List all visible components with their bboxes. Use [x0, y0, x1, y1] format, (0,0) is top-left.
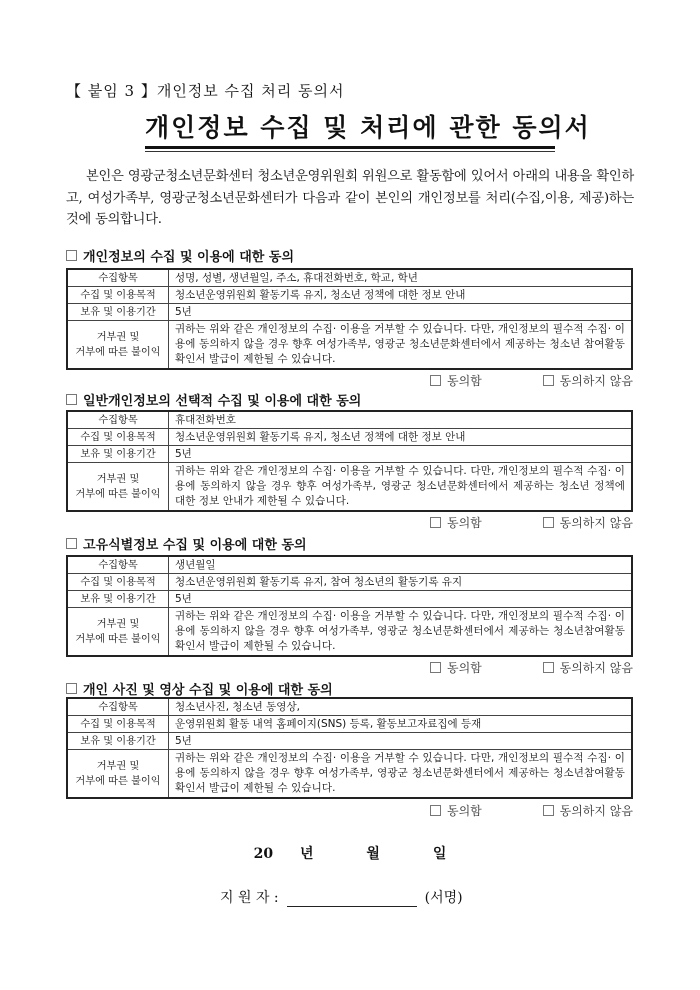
purpose-value: 청소년운영위원회 활동기록 유지, 청소년 정책에 대한 정보 안내: [169, 429, 633, 446]
section-4-heading: [66, 679, 333, 698]
agree-label: 동의함: [447, 374, 482, 388]
section-4-table: [66, 697, 633, 799]
row-label-refusal: [67, 463, 169, 512]
agree-checkbox[interactable]: [430, 517, 441, 528]
items-value: 휴대전화번호: [169, 411, 633, 429]
refusal-label-line1: 거부권 및: [96, 760, 140, 772]
agree-checkbox[interactable]: [430, 375, 441, 386]
table-row: [67, 411, 632, 429]
signature-line: [220, 887, 463, 907]
section-2-checkbox[interactable]: [66, 394, 77, 405]
section-2-heading: [66, 390, 361, 409]
refusal-value: 귀하는 위와 같은 개인정보의 수집· 이용을 거부할 수 있습니다. 다만, 개인정보의 필수적 수집· 이용에 동의하지 않을 경우 향후 여성가족부, 영광군 청소년문화센터에서 제공하는 청소년참여활동 확인서 발급이 제한될 수 있습니다.: [169, 608, 633, 657]
intro-paragraph: 본인은 영광군청소년문화센터 청소년운영위원회 위원으로 활동함에 있어서 아래의 내용을 확인하고, 여성가족부, 영광군청소년문화센터가 다음과 같이 본인의 개인정보를 처리(수집,이용, 제공)하는 것에 동의합니다.: [66, 169, 634, 227]
purpose-value: 청소년운영위원회 활동기록 유지, 참여 청소년의 활동기록 유지: [169, 574, 633, 591]
section-2-disagree-option[interactable]: [543, 514, 633, 531]
row-label-purpose: 수집 및 이용목적: [67, 716, 169, 733]
section-3-disagree-option[interactable]: [543, 659, 633, 676]
refusal-label-line2: 거부에 따른 불이익: [75, 488, 161, 500]
refusal-label-line2: 거부에 따른 불이익: [75, 775, 161, 787]
row-label-refusal: [67, 321, 169, 370]
agree-label: 동의함: [447, 516, 482, 530]
row-label-refusal: [67, 750, 169, 799]
date-day-label: 일: [432, 846, 447, 862]
title-underline: [145, 146, 555, 149]
applicant-label: 지 원 자 :: [220, 890, 279, 906]
row-label-items: 수집항목: [67, 556, 169, 574]
row-label-items: 수집항목: [67, 411, 169, 429]
refusal-label-line1: 거부권 및: [96, 618, 140, 630]
items-value: 청소년사진, 청소년 동영상,: [169, 698, 633, 716]
refusal-value: 귀하는 위와 같은 개인정보의 수집· 이용을 거부할 수 있습니다. 다만, 개인정보의 필수적 수집· 이용에 동의하지 않을 경우 향후 여성가족부, 영광군 청소년문화센터에서 제공하는 청소년 정책에 대한 정보 안내가 제한될 수 있습니다.: [169, 463, 633, 512]
row-label-refusal: [67, 608, 169, 657]
section-2-agree-option[interactable]: [430, 514, 482, 531]
refusal-value: 귀하는 위와 같은 개인정보의 수집· 이용을 거부할 수 있습니다. 다만, 개인정보의 필수적 수집· 이용에 동의하지 않을 경우 향후 여성가족부, 영광군 청소년문화센터에서 제공하는 청소년참여활동 확인서 발급이 제한될 수 있습니다.: [169, 750, 633, 799]
table-row: [67, 591, 632, 608]
disagree-checkbox[interactable]: [543, 805, 554, 816]
agree-checkbox[interactable]: [430, 805, 441, 816]
disagree-label: 동의하지 않음: [559, 804, 633, 818]
disagree-label: 동의하지 않음: [559, 374, 633, 388]
table-row: [67, 733, 632, 750]
agree-label: 동의함: [447, 661, 482, 675]
date-line: [0, 843, 700, 863]
period-value: 5년: [169, 446, 633, 463]
section-3-heading: [66, 534, 307, 553]
row-label-purpose: 수집 및 이용목적: [67, 429, 169, 446]
section-1-agree-option[interactable]: [430, 372, 482, 389]
section-3-checkbox[interactable]: [66, 538, 77, 549]
section-3-consent: [430, 659, 633, 676]
section-1-consent: [430, 372, 633, 389]
agree-checkbox[interactable]: [430, 662, 441, 673]
row-label-purpose: 수집 및 이용목적: [67, 287, 169, 304]
section-2-heading-text: 일반개인정보의 선택적 수집 및 이용에 대한 동의: [83, 394, 362, 409]
date-year-label: 년: [300, 846, 314, 862]
section-1-disagree-option[interactable]: [543, 372, 633, 389]
section-2-table: [66, 410, 633, 512]
section-4-checkbox[interactable]: [66, 683, 77, 694]
items-value: 성명, 성별, 생년월일, 주소, 휴대전화번호, 학교, 학년: [169, 269, 633, 287]
date-month-label: 월: [366, 846, 380, 862]
table-row: [67, 321, 632, 370]
purpose-value: 운영위원회 활동 내역 홈페이지(SNS) 등록, 활동보고자료집에 등재: [169, 716, 633, 733]
section-1-table: [66, 268, 633, 370]
table-row: [67, 698, 632, 716]
refusal-label-line1: 거부권 및: [96, 331, 140, 343]
disagree-checkbox[interactable]: [543, 517, 554, 528]
row-label-period: 보유 및 이용기간: [67, 446, 169, 463]
signature-field[interactable]: [287, 890, 417, 907]
refusal-label-line2: 거부에 따른 불이익: [75, 633, 161, 645]
period-value: 5년: [169, 733, 633, 750]
table-row: [67, 304, 632, 321]
period-value: 5년: [169, 591, 633, 608]
disagree-label: 동의하지 않음: [559, 661, 633, 675]
section-1-heading: [66, 246, 294, 265]
attachment-label: 【 붙임 3 】개인정보 수집 처리 동의서: [66, 82, 345, 100]
disagree-checkbox[interactable]: [543, 662, 554, 673]
refusal-label-line1: 거부권 및: [96, 473, 140, 485]
purpose-value: 청소년운영위원회 활동기록 유지, 청소년 정책에 대한 정보 안내: [169, 287, 633, 304]
disagree-checkbox[interactable]: [543, 375, 554, 386]
row-label-period: 보유 및 이용기간: [67, 304, 169, 321]
items-value: 생년월일: [169, 556, 633, 574]
table-row: [67, 750, 632, 799]
section-3-heading-text: 고유식별정보 수집 및 이용에 대한 동의: [83, 538, 307, 553]
section-1-checkbox[interactable]: [66, 250, 77, 261]
signature-suffix: (서명): [424, 890, 463, 906]
disagree-label: 동의하지 않음: [559, 516, 633, 530]
table-row: [67, 463, 632, 512]
section-4-disagree-option[interactable]: [543, 802, 633, 819]
table-row: [67, 429, 632, 446]
date-year-prefix: 20: [253, 846, 274, 862]
section-4-consent: [430, 802, 633, 819]
document-title: 개인정보 수집 및 처리에 관한 동의서: [145, 113, 591, 142]
title-underline-thin: [145, 151, 555, 152]
table-row: [67, 287, 632, 304]
section-1-heading-text: 개인정보의 수집 및 이용에 대한 동의: [83, 250, 294, 265]
row-label-items: 수집항목: [67, 698, 169, 716]
section-3-table: [66, 555, 633, 657]
table-row: [67, 269, 632, 287]
table-row: [67, 556, 632, 574]
table-row: [67, 446, 632, 463]
section-4-agree-option[interactable]: [430, 802, 482, 819]
refusal-label-line2: 거부에 따른 불이익: [75, 346, 161, 358]
row-label-period: 보유 및 이용기간: [67, 591, 169, 608]
row-label-items: 수집항목: [67, 269, 169, 287]
section-4-heading-text: 개인 사진 및 영상 수집 및 이용에 대한 동의: [83, 683, 333, 698]
row-label-purpose: 수집 및 이용목적: [67, 574, 169, 591]
table-row: [67, 574, 632, 591]
table-row: [67, 608, 632, 657]
agree-label: 동의함: [447, 804, 482, 818]
refusal-value: 귀하는 위와 같은 개인정보의 수집· 이용을 거부할 수 있습니다. 다만, 개인정보의 필수적 수집· 이용에 동의하지 않을 경우 향후 여성가족부, 영광군 청소년문화센터에서 제공하는 청소년 참여활동 확인서 발급이 제한될 수 있습니다.: [169, 321, 633, 370]
section-3-agree-option[interactable]: [430, 659, 482, 676]
period-value: 5년: [169, 304, 633, 321]
table-row: [67, 716, 632, 733]
section-2-consent: [430, 514, 633, 531]
row-label-period: 보유 및 이용기간: [67, 733, 169, 750]
